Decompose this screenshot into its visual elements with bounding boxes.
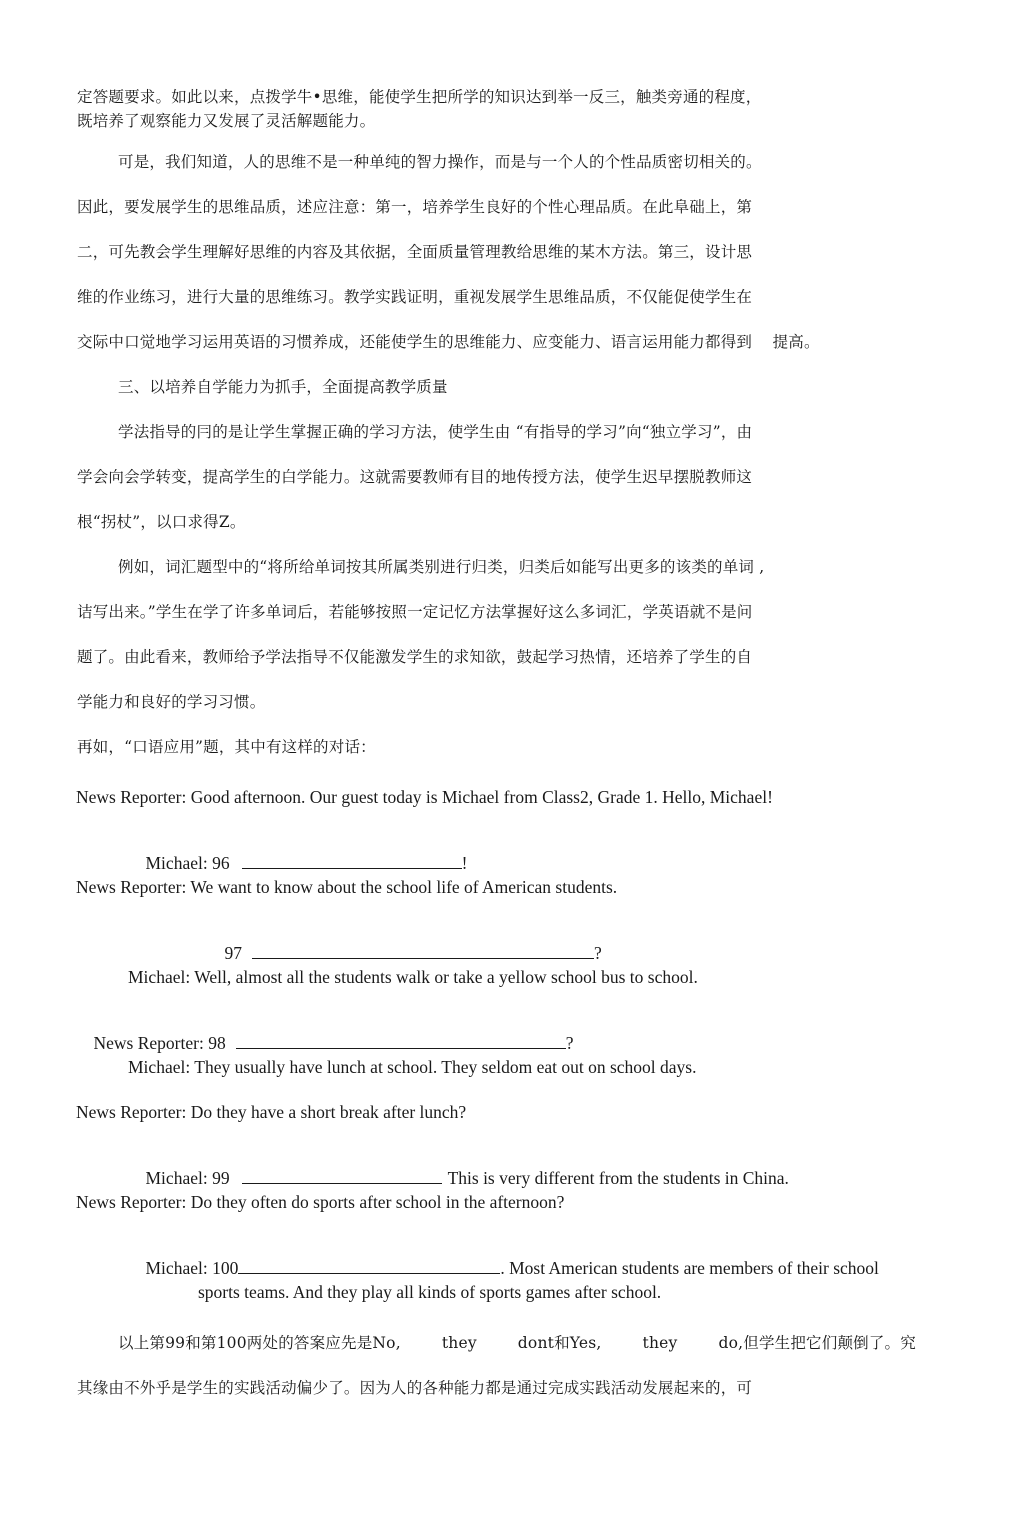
dialogue-line: News Reporter: Do they often do sports after school in the afternoon? [76, 1192, 565, 1212]
dialogue-punct: ! [461, 853, 468, 873]
dialogue-prompt: 97 [224, 943, 242, 963]
dialogue-line: News Reporter: Do they have a short break after lunch? [76, 1102, 467, 1122]
paragraph-line: 既培养了观察能力又发展了灵活解题能力。 [77, 112, 376, 130]
paragraph-line: 定答题要求。如此以来，点拨学牛•思维，能使学生把所学的知识达到举一反三，触类旁通的程度， [77, 88, 762, 106]
paragraph-line: 维的作业练习，进行大量的思维练习。教学实践证明，重视发展学生思维品质，不仅能促使学生在 [77, 288, 753, 306]
answer-blank-99 [242, 1167, 442, 1184]
dialogue-punct: ? [594, 943, 602, 963]
dialogue-line: Michael: Well, almost all the students walk or take a yellow school bus to school. [128, 967, 698, 987]
paragraph-line: 再如，“口语应用”题，其中有这样的对话： [77, 738, 376, 756]
dialogue-prompt: Michael: 100 [145, 1258, 239, 1278]
dialogue-punct: ? [565, 1033, 574, 1053]
dialogue-prompt: News Reporter: 98 [93, 1033, 226, 1053]
paragraph-line: 根“拐杖”，以口求得Z。 [77, 513, 246, 531]
paragraph-line: 交际中口觉地学习运用英语的习惯养成，还能使学生的思维能力、应变能力、语言运用能力都得到 提高。 [77, 333, 820, 351]
paragraph-line: 题了。由此看来，教师给予学法指导不仅能激发学生的求知欲，鼓起学习热情，还培养了学生的自 [77, 648, 753, 666]
answer-blank-96 [242, 852, 462, 869]
paragraph-line: 学法指导的冃的是让学生掌握正确的学习方法，使学生由 “有指导的学习”向“独立学习”，由 [118, 423, 753, 441]
answer-blank-100 [238, 1257, 500, 1274]
dialogue-line: News Reporter: We want to know about the school life of American students. [76, 877, 618, 897]
dialogue-text: This is very different from the students in China. [447, 1168, 789, 1188]
dialogue-line: News Reporter: Good afternoon. Our guest today is Michael from Class2, Grade 1. Hello, Michael! [76, 787, 773, 807]
dialogue-text: . Most American students are members of their school [500, 1258, 879, 1278]
paragraph-line: 学能力和良好的学习习惯。 [77, 693, 266, 711]
answer-blank-97 [252, 942, 594, 959]
paragraph-line: 以上第99和第100两处的答案应先是No, they dont和Yes, they do,但学生把它们颠倒了。究 [118, 1334, 916, 1352]
paragraph-line: 因此，要发展学生的思维品质，述应注意：第一，培养学生良好的个性心理品质。在此阜础上，第 [77, 198, 753, 216]
paragraph-line: 例如，词汇题型中的“将所给单词按其所属类别进行归类，归类后如能写出更多的该类的单词 , [118, 558, 765, 576]
paragraph-line: 学会向会学转变，提高学生的白学能力。这就需要教师有目的地传授方法，使学生迟早摆脱教师这 [77, 468, 753, 486]
dialogue-prompt: Michael: 96 [145, 853, 230, 873]
answer-blank-98 [236, 1032, 566, 1049]
paragraph-line: 二，可先教会学生理解好思维的内容及其依据，全面质量管理教给思维的某木方法。第三，设计思 [77, 243, 753, 261]
paragraph-line: 可是，我们知道，人的思维不是一种单纯的智力操作，而是与一个人的个性品质密切相关的。 [118, 153, 762, 171]
section-heading: 三、以培养自学能力为抓手，全面提高教学质量 [118, 378, 448, 396]
dialogue-line: Michael: They usually have lunch at school. They seldom eat out on school days. [128, 1057, 697, 1077]
dialogue-line: sports teams. And they play all kinds of sports games after school. [198, 1282, 662, 1302]
paragraph-line: 其缘由不外乎是学生的实践活动偏少了。因为人的各种能力都是通过完成实践活动发展起来的，可 [77, 1379, 753, 1397]
dialogue-prompt: Michael: 99 [145, 1168, 230, 1188]
paragraph-line: 诘写出来。”学生在学了许多单词后，若能够按照一定记忆方法掌握好这么多词汇，学英语就不是问 [77, 603, 753, 621]
